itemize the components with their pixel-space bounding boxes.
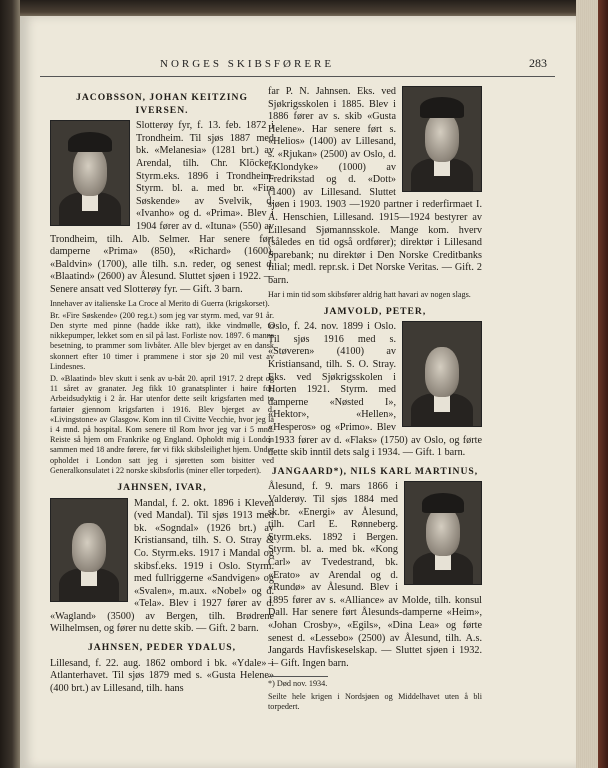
- footnote-death: *) Død nov. 1934.: [268, 679, 328, 689]
- entry-heading-jamvold: JAMVOLD, PETER,: [323, 305, 427, 317]
- portrait-photo-jangaard: [404, 481, 482, 585]
- portrait-photo-jamvold: [402, 321, 482, 427]
- portrait-photo-jacobsson: [50, 120, 130, 226]
- book-binding: [0, 0, 20, 768]
- portrait-photo-jahnsen-peder: [402, 86, 482, 192]
- entry-note-jacobsson-3: D. «Blaatind» blev skutt i senk av u-båt 20. april 1917. 2 drept og 11 såret av granater. Jeg fikk 10 granatsplinter i høire fot. Arbeidsudyktig i 2 år. Har utenfor dette seilt krigsfarten med to fartøier gjennom krigsfarten i 1916. Blev bjerget av d. «Livingstone» av Glasgow. Kom inn til Civitte Vecchie, hvor jeg lå i 4 mnd. på hospital. Kom senere til Rom hvor jeg var i 5 mnd. Reiste så hjem om Frankrike og England. Opholdt mig i London sammen med 18 andre førere, før vi fikk skibsleilighet hjem. Under opholdet i London satt jeg i sjøretten som bisitter ved Generalkonsulatet i 22 norske skibsforlis (miner eller torpedert).: [50, 373, 274, 475]
- entry-text-jahnsen-ivar: Mandal, f. 2. okt. 1896 i Kleven (ved Mandal). Til sjøs 1913 med bk. «Sogndal» (1926 brt.) av Kristiansand, tilh. S. O. Stray & Co. Styrm.eks. 1917 i Mandal og skibsf.eks. 1919 i Oslo. Styrm. med fullriggerne «Sandvigen» og «Svalen», m.aux. «Nobel» og d. «Tela». Blev i 1927 fører av d. «Wagland» (3500) av Bergen, tilh. Brødrene Wilhelmsen, og fører nu dette skib. — Gift. 2 barn.: [50, 497, 274, 635]
- entry-text-jahnsen-peder-cont: far P. N. Jahnsen. Eks. ved Sjøkrigsskolen i 1885. Blev i 1886 fører av s. skib «Gusta Helene». Har senere ført s. «Helios» (1400) av Lillesand, s. «Rjukan» (2500) av Oslo, d. «Klondyke» (1000) av Fredrikstad og d. «Dott» (1400) av Lillesand. Sluttet sjøen i 1903. 1903 —1920 partner i rederfirmaet I. A. Henschien, Lillesand. 1915—1924 bestyrer av Lillesand Sjømannsskole. Mange kom. hverv (således en tid også ordfører); direktør i Lillesand Sparebank; nu direktør i Den Norske Creditbanks filial; medl. repr.sk. i Det Norske Veritas. — Gift. 2 barn.: [268, 86, 482, 286]
- entry-heading-jangaard: JANGAARD*), NILS KARL MARTINUS,: [271, 465, 479, 477]
- entry-text-jahnsen-peder: Lillesand, f. 22. aug. 1862 ombord i bk. «Ydale» i Atlanterhavet. Til sjøs 1879 med s. «Gusta Helene» (400 brt.) av Lillesand, tilh. hans: [50, 657, 274, 694]
- portrait-photo-jahnsen-ivar: [50, 498, 128, 602]
- right-column: [268, 86, 482, 714]
- entry-note-jahnsen-peder: Har i min tid som skibsfører aldrig hatt havari av nogen slags.: [268, 289, 471, 299]
- entry-text-jamvold: Oslo, f. 24. nov. 1899 i Oslo. Til sjøs 1916 med s. «Støveren» (4100) av Kristiansand, tilh. S. O. Stray. Eks. ved Sjøkrigsskolen i Horten 1921. Styrm. med damperne «Nøsted I», «Hektor», «Hellen», «Hesperos» og «Primo». Blev i 1933 fører av d. «Flaks» (1750) av Oslo, og førte dette skib inntil dets salg i 1934. — Gift. 1 barn.: [268, 321, 482, 459]
- page-header: [40, 58, 555, 77]
- entry-note-jacobsson-2: Br. «Fire Søskende» (200 reg.t.) som jeg var styrm. med, var 91 år. Den styrte med pinne (hadde ikke ratt), ikke vindmølle, to nikkepumper, lekket som en sil på last. Forliste nov. 1897. 6 manns besetning, to prammer som livbåter. Alle blev bjerget av en dansk skonnert efter 10 timer i prammene i stor sjø 20 mil vest av Lindesnes.: [50, 310, 274, 371]
- entry-note-jacobsson-1: Innehaver av italienske La Croce al Merito di Guerra (krigskorset).: [50, 298, 270, 308]
- entry-heading-jacobsson: JACOBSSON, JOHAN KEITZING IVERSEN.: [76, 92, 248, 116]
- footnote-war: Seilte hele krigen i Nordsjøen og Middelhavet uten å bli torpedert.: [268, 691, 482, 711]
- entry-text-jangaard: Ålesund, f. 9. mars 1866 i Valderøy. Til sjøs 1884 med sk.br. «Energi» av Ålesund, tilh. Carl E. Rønneberg. Styrm.eks. 1892 i Bergen. Styrm. bl. a. med bk. «Kong Carl» av Tvedestrand, bk. «Erato» av Arendal og d. «Rundø» av Ålesund. Blev i 1895 fører av s. «Alliance» av Molde, tilh. konsul Dall. Har senere ført Ålesunds-damperne «Heim», «Johan Crosby», «Egils», «Dina Lea» og førte senest d. «Lessebo» (2500) av Ålesund, tilh. A.s. Jangards Havfiskeselskap. — Sluttet sjøen i 1932. — Gift. Ingen barn.: [268, 481, 482, 669]
- running-title: NORGES SKIBSFØRERE: [160, 58, 335, 70]
- footnote-rule: [268, 676, 328, 677]
- book-cover-edge: [598, 0, 608, 768]
- entry-heading-jahnsen-peder: JAHNSEN, PEDER YDALUS,: [88, 642, 236, 654]
- page-number: 283: [529, 56, 547, 70]
- entry-text-jacobsson: Slotterøy fyr, f. 13. feb. 1872 i Trondheim. Til sjøs 1887 med bk. «Melanesia» (1281 brt.) av Arendal, tilh. Chr. Klöcker. Styrm.eks. 1896 i Trondheim. Styrm. bl. a. med br. «Fire Søskende» av Svelvik, d. «Ivanho» og d. «Prima». Blev i 1904 fører av d. «Ituna» (550) av Trondheim, tilh. Alb. Selmer. Har senere ført damperne «Prima» (850), «Richard» (1600), «Baldvin» (1700), alle tilh. s.n. reder, og senest d. «Blaatind» (2600) av Ålesund. Sluttet sjøen i 1922. — Senere ansatt ved Slotterøy fyr. — Gift. 3 barn.: [50, 120, 274, 295]
- left-column: [50, 86, 274, 695]
- entry-heading-jahnsen-ivar: JAHNSEN, IVAR,: [117, 481, 207, 493]
